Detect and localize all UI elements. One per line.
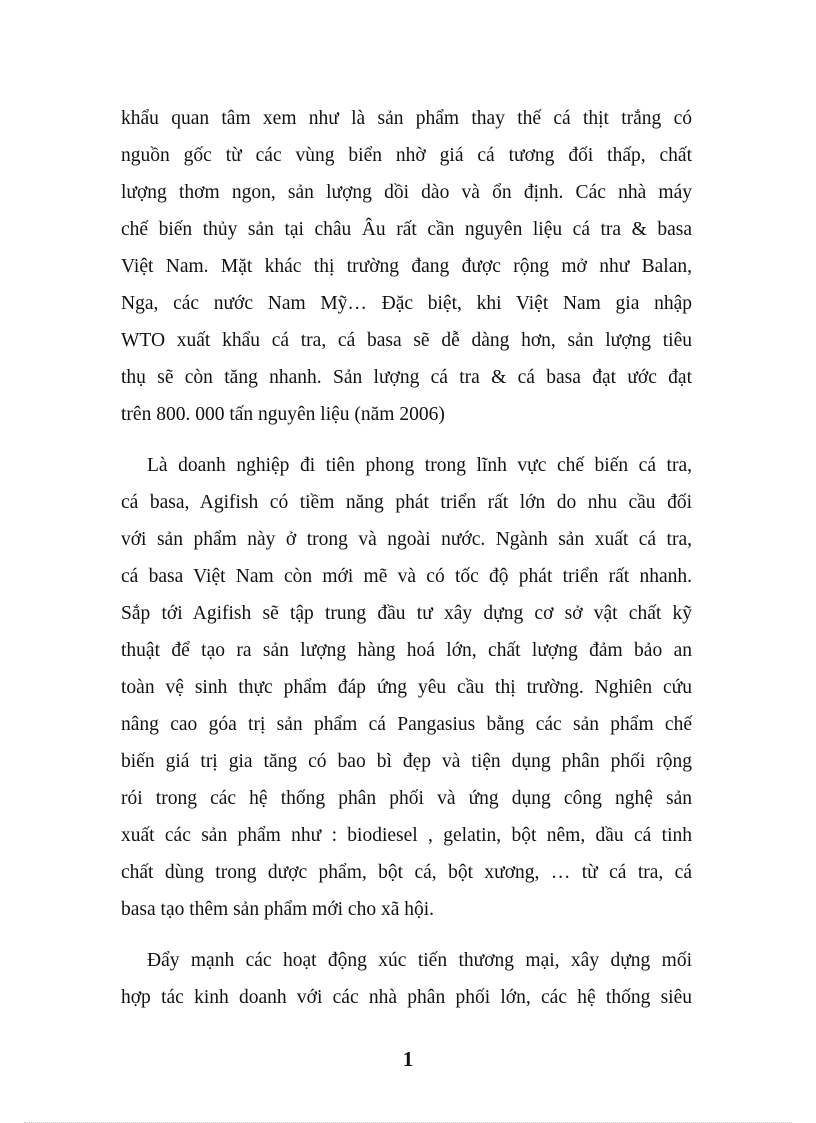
text-line: Việt Nam. Mặt khác thị trường đang được rộng mở như Balan, xyxy=(121,256,692,277)
text-line: xuất các sản phẩm như : biodiesel , gelatin, bột nêm, dầu cá tinh xyxy=(121,825,692,846)
text-line: basa tạo thêm sản phẩm mới cho xã hội. xyxy=(121,899,435,920)
text-line: với sản phẩm này ở trong và ngoài nước. Ngành sản xuất cá tra, xyxy=(121,529,692,550)
text-line: biến giá trị gia tăng có bao bì đẹp và tiện dụng phân phối rộng xyxy=(121,751,692,772)
text-line: nguồn gốc từ các vùng biển nhờ giá cá tương đối thấp, chất xyxy=(121,145,692,166)
text-line: khẩu quan tâm xem như là sản phẩm thay thế cá thịt trắng có xyxy=(121,108,692,129)
text-line: trên 800. 000 tấn nguyên liệu (năm 2006) xyxy=(121,404,445,425)
body-text xyxy=(121,100,692,1016)
text-line: cá basa Việt Nam còn mới mẽ và có tốc độ phát triển rất nhanh. xyxy=(121,566,692,587)
text-line: Sắp tới Agifish sẽ tập trung đầu tư xây dựng cơ sở vật chất kỹ xyxy=(121,603,692,624)
text-line: toàn vệ sinh thực phẩm đáp ứng yêu cầu thị trường. Nghiên cứu xyxy=(121,677,692,698)
text-line: chế biến thủy sản tại châu Âu rất cần nguyên liệu cá tra & basa xyxy=(121,219,692,240)
text-line: nâng cao góa trị sản phẩm cá Pangasius bằng các sản phẩm chế xyxy=(121,714,692,735)
text-line: hợp tác kinh doanh với các nhà phân phối lớn, các hệ thống siêu xyxy=(121,987,692,1008)
text-line: WTO xuất khẩu cá tra, cá basa sẽ dễ dàng hơn, sản lượng tiêu xyxy=(121,330,692,351)
paragraph-spacing xyxy=(121,928,692,942)
text-line: Nga, các nước Nam Mỹ… Đặc biệt, khi Việt Nam gia nhập xyxy=(121,293,692,314)
text-line: chất dùng trong dược phẩm, bột cá, bột xương, … từ cá tra, cá xyxy=(121,862,692,883)
paragraph-1 xyxy=(121,100,692,433)
text-line: thuật để tạo ra sản lượng hàng hoá lớn, chất lượng đảm bảo an xyxy=(121,640,692,661)
paragraph-spacing xyxy=(121,433,692,447)
text-line: Đẩy mạnh các hoạt động xúc tiến thương mại, xây dựng mối xyxy=(147,950,692,971)
text-line: Là doanh nghiệp đi tiên phong trong lĩnh vực chế biến cá tra, xyxy=(147,455,692,476)
paragraph-2 xyxy=(121,447,692,928)
page-number: 1 xyxy=(402,1047,414,1071)
paragraph-3 xyxy=(121,942,692,1016)
text-line: thụ sẽ còn tăng nhanh. Sản lượng cá tra & cá basa đạt ước đạt xyxy=(121,367,692,388)
text-line: lượng thơm ngon, sản lượng dồi dào và ổn định. Các nhà máy xyxy=(121,182,692,203)
text-line: rói trong các hệ thống phân phối và ứng dụng công nghệ sản xyxy=(121,788,692,809)
text-line: cá basa, Agifish có tiềm năng phát triển rất lớn do nhu cầu đối xyxy=(121,492,692,513)
